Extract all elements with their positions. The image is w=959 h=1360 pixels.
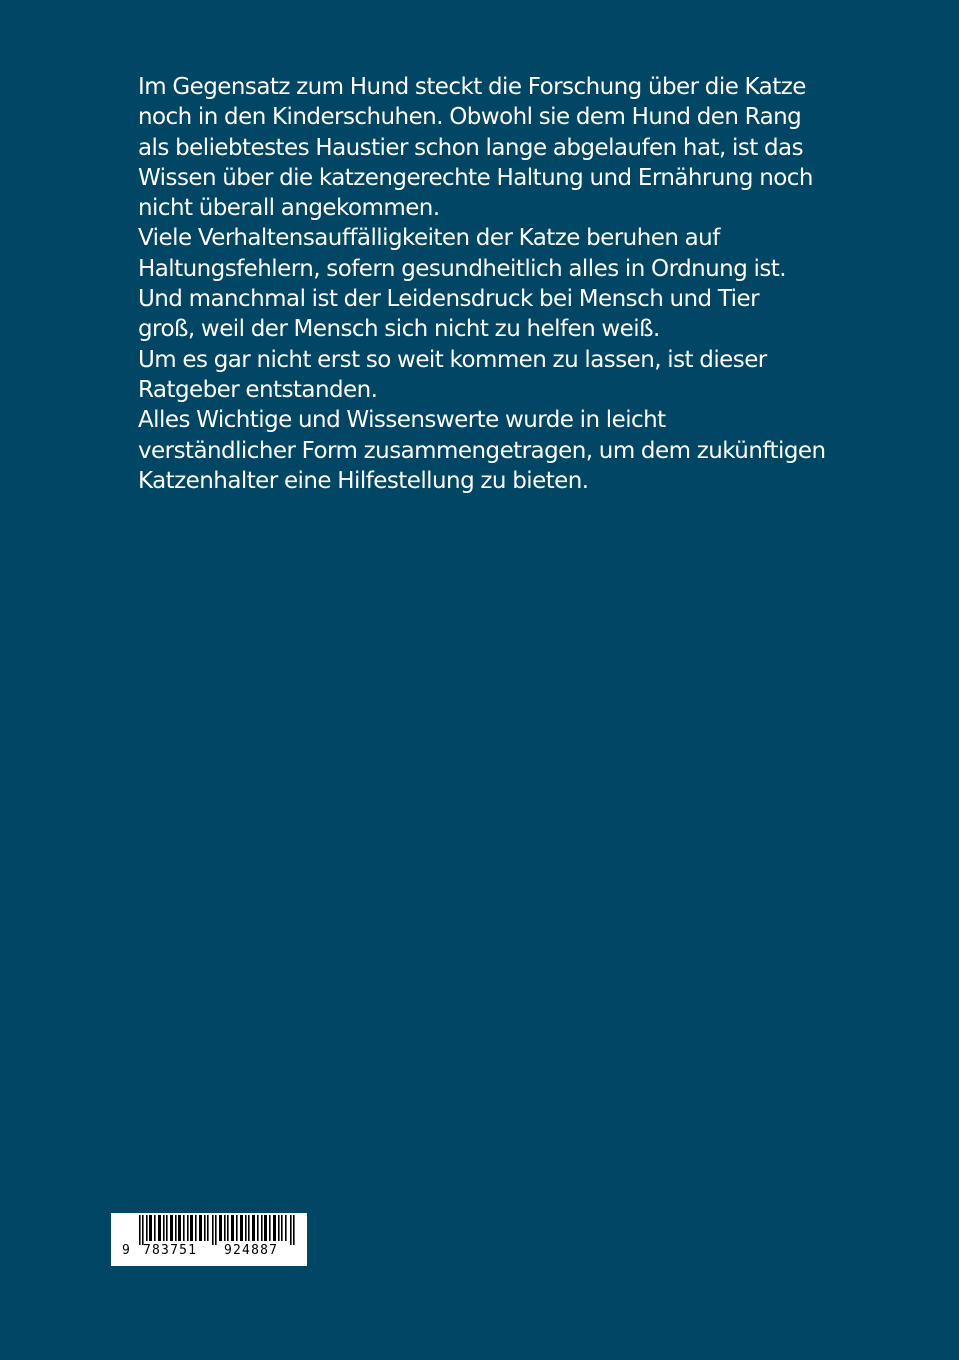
blurb-line: Wissen über die katzengerechte Haltung und Ernährung noch — [138, 164, 813, 191]
isbn-barcode — [111, 1213, 307, 1266]
blurb-line: nicht überall angekommen. — [138, 195, 440, 222]
blurb-line: als beliebtestes Haustier schon lange abgelaufen hat, ist das — [138, 134, 804, 161]
blurb-line: Alles Wichtige und Wissenswerte wurde in leicht — [138, 407, 666, 434]
barcode-digits — [111, 1243, 307, 1261]
blurb-line: Im Gegensatz zum Hund steckt die Forschung über die Katze — [138, 74, 806, 100]
blurb-line: Ratgeber entstanden. — [138, 376, 378, 403]
blurb-line: noch in den Kinderschuhen. Obwohl sie dem Hund den Rang — [138, 104, 802, 131]
blurb-line: Um es gar nicht erst so weit kommen zu lassen, ist dieser — [138, 346, 767, 373]
blurb-line: Viele Verhaltensauffälligkeiten der Katze beruhen auf — [138, 225, 720, 252]
blurb-line: Katzenhalter eine Hilfestellung zu bieten. — [138, 467, 589, 494]
blurb-line: Haltungsfehlern, sofern gesundheitlich alles in Ordnung ist. — [138, 255, 787, 282]
barcode-left-group: 783751 — [143, 1243, 198, 1258]
barcode-right-group: 924887 — [224, 1243, 279, 1258]
barcode-first-digit: 9 — [122, 1243, 132, 1258]
blurb-line: verständlicher Form zusammengetragen, um dem zukünftigen — [138, 437, 826, 464]
blurb-line: groß, weil der Mensch sich nicht zu helfen weiß. — [138, 316, 660, 343]
blurb-line: Und manchmal ist der Leidensdruck bei Mensch und Tier — [138, 286, 760, 313]
blurb-text — [138, 72, 838, 496]
